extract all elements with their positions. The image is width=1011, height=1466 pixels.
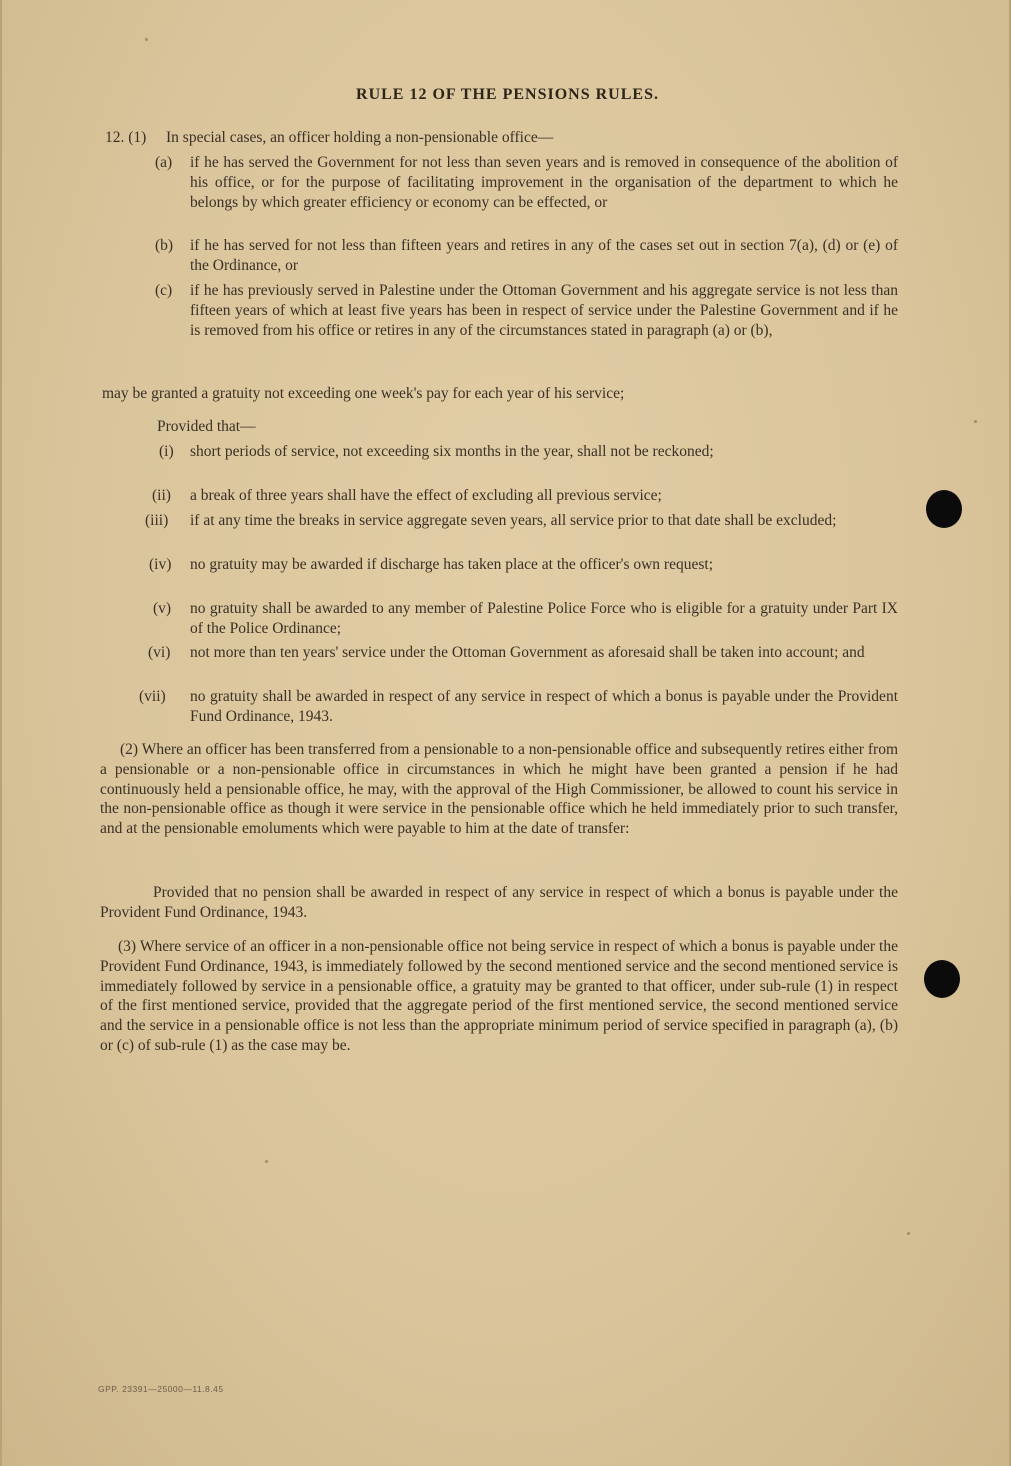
proviso-iv-text: no gratuity may be awarded if discharge has taken place at the officer's own request; bbox=[190, 556, 713, 573]
printer-code: GPP. 23391—25000—11.8.45 bbox=[98, 1384, 224, 1394]
rule-number: 12. (1) bbox=[105, 129, 147, 146]
proviso-vii-text: no gratuity shall be awarded in respect of any service in respect of which a bonus is payable under the Provident Fund Ordinance, 1943. bbox=[190, 688, 898, 725]
subrule-2-proviso: Provided that no pension shall be awarded in respect of any service in respect of which a bonus is payable under the Provident Fund Ordinance, 1943. bbox=[100, 884, 898, 921]
subrule-3-text: (3) Where service of an officer in a non-pensionable office not being service in respect of which a bonus is payable under the Provident Fund Ordinance, 1943, is immediately followed by the second mentioned service and the second mentioned service is immediately followed by service in a pensionable office, a gratuity may be granted to that officer, under sub-rule (1) in respect of the first mentioned service, provided that the aggregate period of the first mentioned service, the second mentioned service and the service in a pensionable office is not less than the appropriate minimum period of service specified in paragraph (a), (b) or (c) of sub-rule (1) as the case may be. bbox=[100, 938, 898, 1054]
proviso-iii-label: (iii) bbox=[145, 512, 169, 529]
rule-intro: In special cases, an officer holding a non-pensionable office— bbox=[166, 129, 554, 146]
paper-speck bbox=[907, 1232, 910, 1235]
document-title: RULE 12 OF THE PENSIONS RULES. bbox=[356, 86, 659, 103]
paragraph-b-label: (b) bbox=[155, 237, 174, 254]
proviso-vii-label: (vii) bbox=[139, 688, 166, 705]
proviso-i-text: short periods of service, not exceeding six months in the year, shall not be reckoned; bbox=[190, 443, 714, 460]
paragraph-b-text: if he has served for not less than fifteen years and retires in any of the cases set out in section 7(a), (d) or (e) of the Ordinance, or bbox=[190, 237, 898, 274]
proviso-iii-text: if at any time the breaks in service aggregate seven years, all service prior to that date shall be excluded; bbox=[190, 512, 837, 529]
subrule-2-text: (2) Where an officer has been transferred from a pensionable to a non-pensionable office and subsequently retires either from a pensionable or a non-pensionable office in circumstances in which he might have been granted a pension if he had continuously held a pensionable office, he may, with the approval of the High Commissioner, be allowed to count his service in the non-pensionable office as though it were service in the pensionable office which he held immediately prior to such transfer, and at the pensionable emoluments which were payable to him at the date of transfer: bbox=[100, 741, 898, 838]
may-be-granted-text: may be granted a gratuity not exceeding one week's pay for each year of his service; bbox=[102, 385, 625, 402]
punch-hole-lower bbox=[924, 960, 960, 998]
proviso-vi-text: not more than ten years' service under the Ottoman Government as aforesaid shall be taken into account; and bbox=[190, 644, 865, 661]
paragraph-a-label: (a) bbox=[155, 154, 173, 171]
paragraph-c-text: if he has previously served in Palestine under the Ottoman Government and his aggregate service is not less than fifteen years of which at least five years has been in respect of service under the Palestine Government and if he is removed from his office or retires in any of the circumstances stated in paragraph (a) or (b), bbox=[190, 282, 898, 339]
proviso-iv-label: (iv) bbox=[149, 556, 172, 573]
proviso-ii-label: (ii) bbox=[152, 487, 171, 504]
paragraph-c-label: (c) bbox=[155, 282, 173, 299]
paragraph-a-text: if he has served the Government for not less than seven years and is removed in consequence of the abolition of his office, or for the purpose of facilitating improvement in the organisation of the department to which he belongs by which greater efficiency or economy can be effected, or bbox=[190, 154, 898, 211]
punch-hole-upper bbox=[926, 490, 962, 528]
proviso-v-text: no gratuity shall be awarded to any member of Palestine Police Force who is eligible for a gratuity under Part IX of the Police Ordinance; bbox=[190, 600, 898, 637]
paper-speck bbox=[974, 420, 977, 423]
proviso-vi-label: (vi) bbox=[148, 644, 171, 661]
proviso-v-label: (v) bbox=[153, 600, 172, 617]
proviso-ii-text: a break of three years shall have the effect of excluding all previous service; bbox=[190, 487, 662, 504]
provided-that-heading: Provided that— bbox=[157, 418, 256, 435]
paper-speck bbox=[265, 1160, 268, 1163]
proviso-i-label: (i) bbox=[159, 443, 174, 460]
paper-speck bbox=[145, 38, 148, 41]
